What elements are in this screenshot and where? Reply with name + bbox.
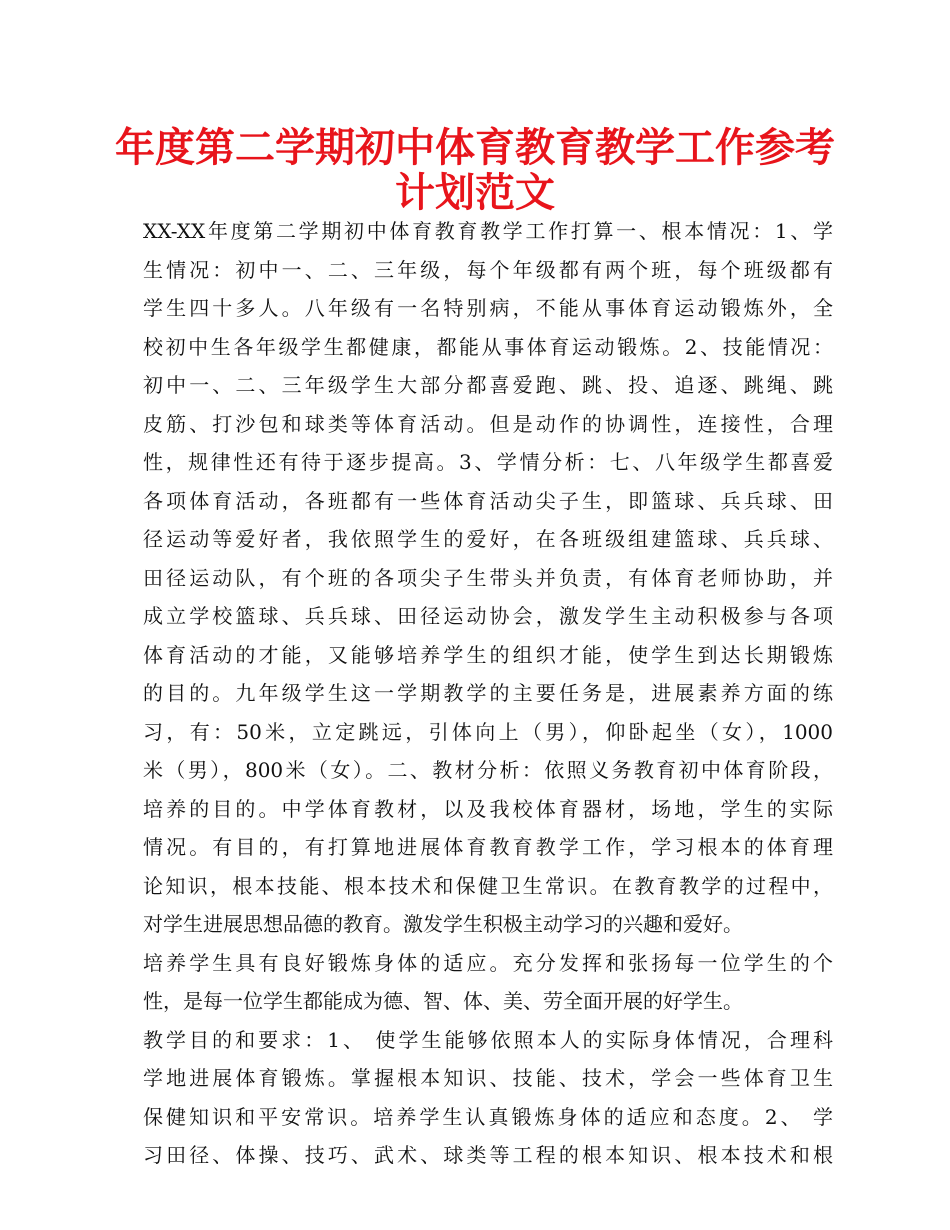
body-line: 皮筋、打沙包和球类等体育活动。但是动作的协调性，连接性，合理 (143, 411, 833, 436)
body-line: XX-XX年度第二学期初中体育教育教学工作打算一、根本情况：1、学 (143, 219, 833, 243)
body-line: 生情况：初中一、二、三年级，每个年级都有两个班，每个班级都有 (143, 257, 833, 282)
body-line: 培养学生具有良好锻炼身体的适应。充分发挥和张扬每一位学生的个 (143, 950, 833, 975)
body-line: 教学目的和要求：1、 使学生能够依照本人的实际身体情况，合理科 (143, 1027, 833, 1052)
body-line: 学生四十多人。八年级有一名特别病，不能从事体育运动锻炼外，全 (143, 296, 833, 320)
body-line: 情况。有目的，有打算地进展体育教育教学工作，学习根本的体育理 (143, 835, 833, 859)
body-line: 性，规律性还有待于逐步提高。3、学情分析：七、八年级学生都喜爱 (143, 450, 833, 474)
body-line: 米（男），800米（女）。二、教材分析：依照义务教育初中体育阶段， (143, 758, 833, 782)
body-line: 保健知识和平安常识。培养学生认真锻炼身体的适应和态度。2、 学 (143, 1104, 833, 1129)
body-line: 田径运动队，有个班的各项尖子生带头并负责，有体育老师协助，并 (143, 565, 833, 590)
body-line: 论知识，根本技能、根本技术和保健卫生常识。在教育教学的过程中， (143, 873, 833, 898)
document-title-line-2: 计划范文 (395, 170, 555, 216)
body-line: 校初中生各年级学生都健康，都能从事体育运动锻炼。2、技能情况： (143, 334, 833, 359)
body-line: 对学生进展思想品德的教育。激发学生积极主动学习的兴趣和爱好。 (143, 912, 743, 936)
body-line: 性，是每一位学生都能成为德、智、体、美、劳全面开展的好学生。 (143, 989, 743, 1013)
body-line: 初中一、二、三年级学生大部分都喜爱跑、跳、投、追逐、跳绳、跳 (143, 373, 833, 397)
body-line: 培养的目的。中学体育教材，以及我校体育器材，场地，学生的实际 (143, 796, 833, 821)
body-line: 习，有：50米，立定跳远，引体向上（男），仰卧起坐（女），1000 (143, 719, 833, 744)
document-title-line-1: 年度第二学期初中体育教育教学工作参考 (115, 125, 835, 171)
document-body (143, 212, 833, 1175)
body-line: 径运动等爱好者，我依照学生的爱好，在各班级组建篮球、兵兵球、 (143, 527, 833, 551)
body-line: 各项体育活动，各班都有一些体育活动尖子生，即篮球、兵兵球、田 (143, 488, 833, 513)
body-line: 习田径、体操、技巧、武术、球类等工程的根本知识、根本技术和根 (143, 1143, 833, 1167)
body-line: 学地进展体育锻炼。掌握根本知识、技能、技术，学会一些体育卫生 (143, 1066, 833, 1090)
body-line: 的目的。九年级学生这一学期教学的主要任务是，进展素养方面的练 (143, 681, 833, 705)
body-line: 成立学校篮球、兵兵球、田径运动协会，激发学生主动积极参与各项 (143, 604, 833, 628)
body-line: 体育活动的才能，又能够培养学生的组织才能，使学生到达长期锻炼 (143, 642, 833, 667)
